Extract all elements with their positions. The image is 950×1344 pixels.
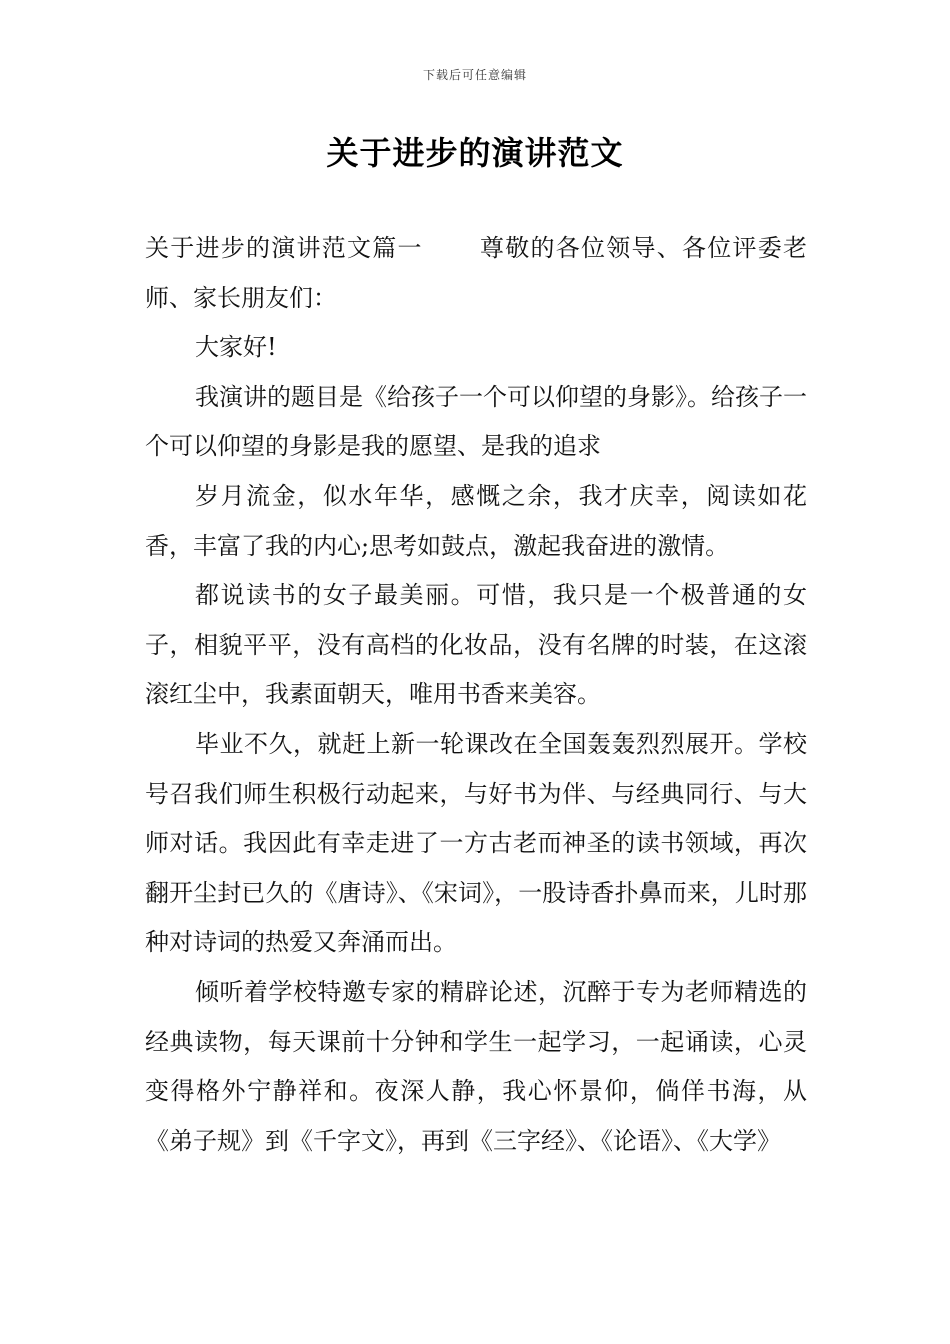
header-note: 下载后可任意编辑 (422, 68, 527, 82)
paragraph-reflection: 岁月流金，似水年华，感慨之余，我才庆幸，阅读如花香，丰富了我的内心;思考如鼓点，激起我奋进的激情。 (145, 481, 807, 560)
document-title: 关于进步的演讲范文 (326, 134, 624, 172)
intro-paragraph (145, 224, 807, 323)
section-label: 关于进步的演讲范文篇一 (145, 234, 423, 262)
paragraph-greeting: 大家好! (195, 333, 277, 362)
paragraph-curriculum-reform: 毕业不久，就赶上新一轮课改在全国轰轰烈烈展开。学校号召我们师生积极行动起来，与好书为伴、与经典同行、与大师对话。我因此有幸走进了一方古老而神圣的读书领域，再次翻开尘封已久的《唐诗》、《宋词》，一股诗香扑鼻而来，儿时那种对诗词的热爱又奔涌而出。 (145, 729, 807, 957)
salutation: 尊敬的各位领导、各位评委老师、家长朋友们： (145, 234, 807, 312)
paragraph-classics: 倾听着学校特邀专家的精辟论述，沉醉于专为老师精选的经典读物，每天课前十分钟和学生一起学习，一起诵读，心灵变得格外宁静祥和。夜深人静，我心怀景仰，倘佯书海，从《弟子规》到《千字文》，再到《三字经》、《论语》、《大学》 (145, 977, 807, 1155)
paragraph-topic: 我演讲的题目是《给孩子一个可以仰望的身影》。给孩子一个可以仰望的身影是我的愿望、是我的追求 (145, 382, 807, 461)
paragraph-reading-woman: 都说读书的女子最美丽。可惜，我只是一个极普通的女子，相貌平平，没有高档的化妆品，没有名牌的时装，在这滚滚红尘中，我素面朝天，唯用书香来美容。 (145, 581, 807, 709)
document-body (145, 224, 807, 1166)
